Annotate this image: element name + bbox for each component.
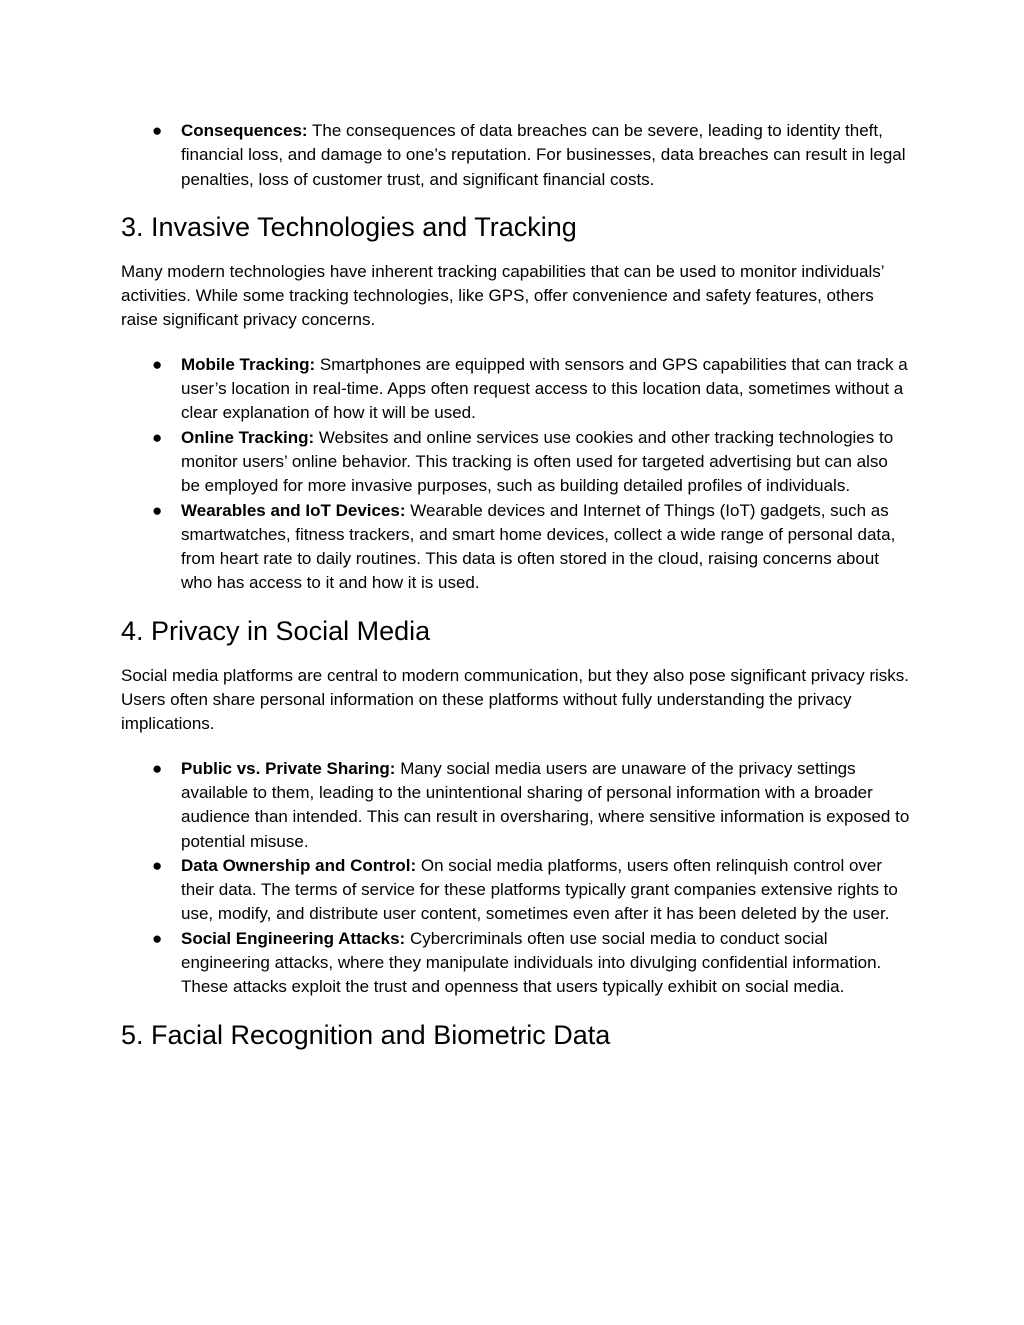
- intro-bullet-list: [121, 119, 911, 192]
- bullet-icon: ●: [152, 121, 163, 140]
- list-item: [121, 927, 911, 1000]
- bullet-text: Many social media users are unaware of the privacy settings available to them, leading to the unintentional sharing of personal information with a broader audience than intended. This can result in oversharing, where sensitive information is exposed to potential misuse.: [181, 758, 910, 851]
- bullet-term: Mobile Tracking:: [181, 354, 316, 374]
- bullet-icon: ●: [152, 758, 163, 778]
- bullet-icon: ●: [152, 855, 163, 875]
- list-item: [121, 854, 911, 927]
- bullet-term: Online Tracking:: [181, 427, 315, 447]
- bullet-text: Cybercriminals often use social media to conduct social engineering attacks, where they manipulate individuals into divulging confidential information. These attacks exploit the trust and openness that users typically exhibit on social media.: [181, 928, 882, 997]
- list-item: [121, 757, 911, 854]
- bullet-icon: ●: [152, 354, 163, 374]
- section-bullet-list: [121, 353, 911, 596]
- list-item: [121, 499, 911, 596]
- bullet-text: Websites and online services use cookies and other tracking technologies to monitor users’ online behavior. This tracking is often used for targeted advertising but can also be employed for more invasive purposes, such as building detailed profiles of individuals.: [181, 427, 894, 496]
- bullet-term: Social Engineering Attacks:: [181, 928, 406, 948]
- section-paragraph: Social media platforms are central to modern communication, but they also pose significant privacy risks. Users often share personal information on these platforms without fully understanding the privacy implications.: [121, 665, 910, 734]
- bullet-text: Wearable devices and Internet of Things (IoT) gadgets, such as smartwatches, fitness trackers, and smart home devices, collect a wide range of personal data, from heart rate to daily routines. This data is often stored in the cloud, raising concerns about who has access to it and how it is used.: [181, 500, 896, 593]
- bullet-text: The consequences of data breaches can be severe, leading to identity theft, financial loss, and damage to one’s reputation. For businesses, data breaches can result in legal penalties, loss of customer trust, and significant financial costs.: [181, 121, 906, 189]
- section-heading: 4. Privacy in Social Media: [121, 615, 431, 646]
- bullet-term: Public vs. Private Sharing:: [181, 758, 396, 778]
- section-bullet-list: [121, 757, 911, 1000]
- bullet-term: Consequences:: [181, 121, 308, 140]
- list-item: [121, 119, 911, 192]
- list-item: [121, 426, 911, 499]
- bullet-term: Wearables and IoT Devices:: [181, 500, 406, 520]
- bullet-icon: ●: [152, 928, 163, 948]
- section-heading: 5. Facial Recognition and Biometric Data: [121, 1019, 611, 1050]
- list-item: [121, 353, 911, 426]
- bullet-icon: ●: [152, 500, 163, 520]
- section-paragraph: Many modern technologies have inherent tracking capabilities that can be used to monitor individuals’ activities. While some tracking technologies, like GPS, offer convenience and safety features, others raise significant privacy concerns.: [121, 261, 884, 330]
- bullet-term: Data Ownership and Control:: [181, 855, 417, 875]
- section-heading: 3. Invasive Technologies and Tracking: [121, 211, 577, 242]
- bullet-icon: ●: [152, 427, 163, 447]
- bullet-text: Smartphones are equipped with sensors and GPS capabilities that can track a user’s location in real-time. Apps often request access to this location data, sometimes without a clear explanation of how it will be used.: [181, 354, 908, 423]
- document-content: [121, 119, 911, 1052]
- bullet-text: On social media platforms, users often relinquish control over their data. The terms of service for these platforms typically grant companies extensive rights to use, modify, and distribute user content, sometimes even after it has been deleted by the user.: [181, 855, 898, 924]
